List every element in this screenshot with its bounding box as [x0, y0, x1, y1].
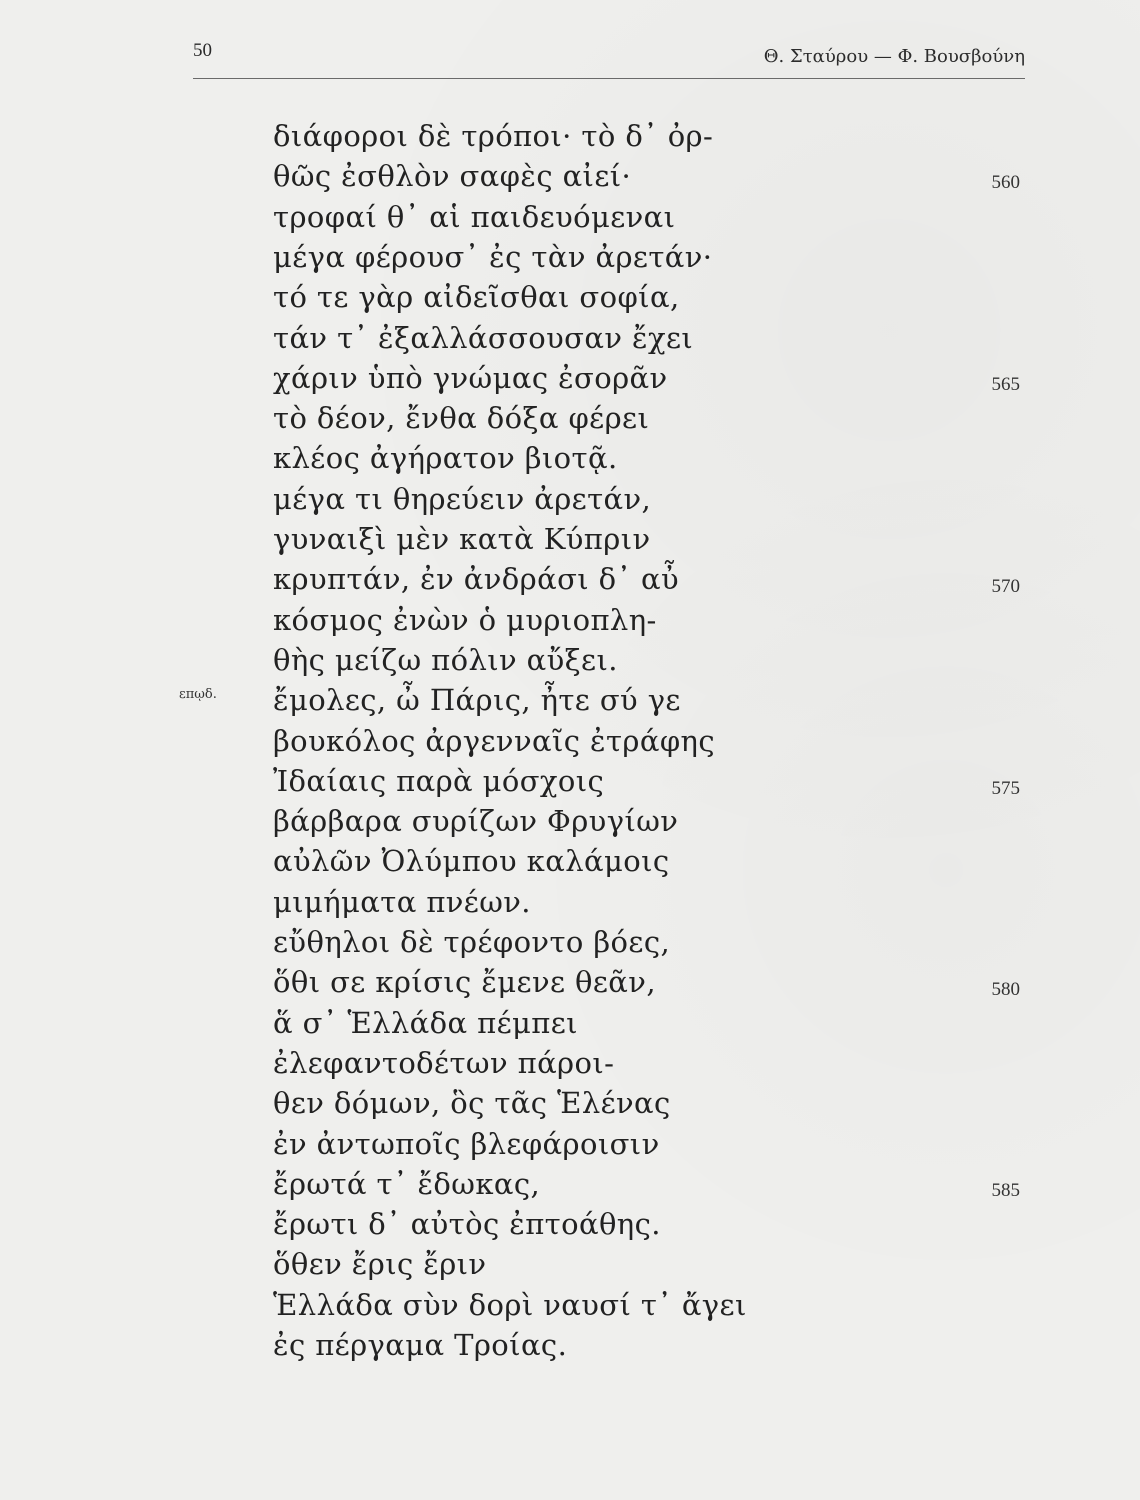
verse-line: τάν τ᾽ ἐξαλλάσσουσαν ἔχει: [273, 320, 694, 355]
verse-line: τροφαί θ᾽ αἱ παιδευόμεναι: [273, 199, 676, 234]
verse-line: γυναιξὶ μὲν κατὰ Κύπριν: [273, 522, 651, 556]
line-number-580: 580: [991, 979, 1020, 1000]
verse-line: αὐλῶν Ὀλύμπου καλάμοις: [273, 844, 670, 879]
line-number-585: 585: [991, 1180, 1020, 1201]
verse-line: κρυπτάν, ἐν ἀνδράσι δ᾽ αὖ: [273, 562, 680, 597]
verse-line: μέγα τι θηρεύειν ἀρετάν,: [273, 481, 652, 516]
line-number-565: 565: [991, 374, 1020, 395]
verse-line: μέγα φέρουσ᾽ ἐς τὰν ἀρετάν·: [273, 239, 713, 274]
verse-line: θῶς ἐσθλὸν σαφὲς αἰεί·: [273, 159, 632, 194]
verse-line: Ἰδαίαις παρὰ μόσχοις: [273, 763, 605, 798]
line-number-570: 570: [991, 576, 1020, 597]
verse-line: διάφοροι δὲ τρόποι· τὸ δ᾽ ὀρ-: [273, 119, 714, 153]
epode-margin-note: επῳδ.: [179, 687, 217, 702]
header-rule: [193, 78, 1025, 79]
verse-line: ὅθι σε κρίσις ἔμενε θεᾶν,: [273, 965, 656, 1000]
verse-line: ἐς πέργαμα Τροίας.: [273, 1328, 568, 1362]
verse-block: [273, 116, 793, 1366]
page-number: 50: [193, 40, 212, 61]
verse-line: θεν δόμων, ὃς τᾶς Ἑλένας: [273, 1086, 671, 1121]
verse-line: μιμήματα πνέων.: [273, 884, 531, 919]
verse-line: βάρβαρα συρίζων Φρυγίων: [273, 804, 679, 839]
page-header: [193, 40, 1025, 84]
verse-line: ἐν ἀντωποῖς βλεφάροισιν: [273, 1126, 660, 1161]
verse-line: τὸ δέον, ἔνθα δόξα φέρει: [273, 401, 650, 436]
verse-line: ἐλεφαντοδέτων πάροι-: [273, 1045, 615, 1080]
verse-line: βουκόλος ἀργενναῖς ἐτράφης: [273, 723, 715, 758]
verse-line: κόσμος ἐνὼν ὁ μυριοπλη-: [273, 602, 657, 637]
line-number-560: 560: [991, 172, 1020, 193]
verse-line: θὴς μείζω πόλιν αὔξει.: [273, 642, 618, 677]
verse-line: ἔρωτι δ᾽ αὐτὸς ἐπτοάθης.: [273, 1207, 661, 1242]
verse-line: ἅ σ᾽ Ἑλλάδα πέμπει: [273, 1005, 578, 1040]
line-number-575: 575: [991, 778, 1020, 799]
verse-line: χάριν ὑπὸ γνώμας ἐσορᾶν: [273, 360, 668, 395]
verse-line: ἔμολες, ὦ Πάρις, ἦτε σύ γε: [273, 683, 681, 718]
verse-line: Ἑλλάδα σὺν δορὶ ναυσί τ᾽ ἄγει: [273, 1287, 747, 1322]
verse-line: ἔρωτά τ᾽ ἔδωκας,: [273, 1166, 541, 1201]
verse-line: ὅθεν ἔρις ἔριν: [273, 1247, 487, 1282]
verse-line: εὔθηλοι δὲ τρέφοντο βόες,: [273, 925, 671, 959]
verse-line: κλέος ἀγήρατον βιοτᾷ.: [273, 441, 618, 476]
verse-line: τό τε γὰρ αἰδεῖσθαι σοφία,: [273, 280, 680, 315]
running-title: Θ. Σταύρου — Φ. Βουσβούνη: [763, 46, 1025, 67]
